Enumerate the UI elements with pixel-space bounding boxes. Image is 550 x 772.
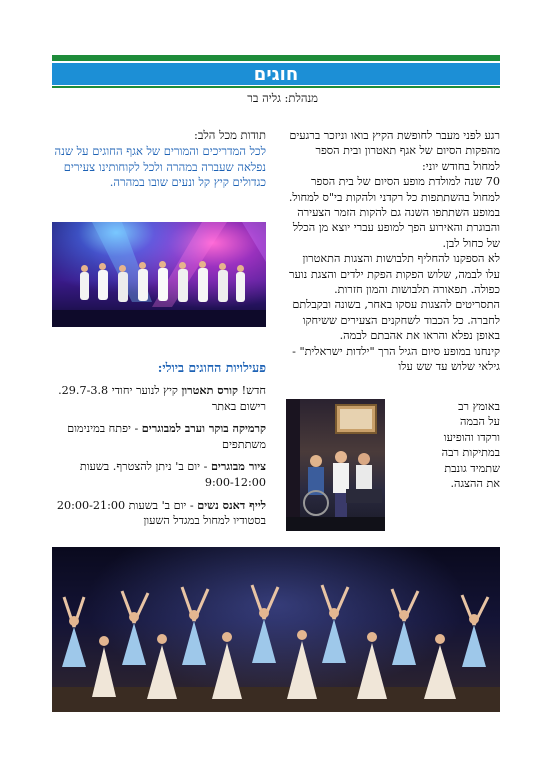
article-paragraph: 70 שנה למולדת מופע הסיום של בית הספר למחול בהשתתפות כל רקדני ולהקות בי"ס למחול. [288,175,500,204]
article-paragraph: במופע השתתפו השנה גם להקות הזמר הצעירה והבוגרת והאירוע הפך למופע עברי יוצא מן הכלל של כחול לבן. [292,206,500,250]
activity-name: קורס תאטרון [181,383,239,397]
manager-line: מנהלת: גליה בר [247,91,318,105]
thanks-text: לכל המדריכים והמורים של אגף החוגים על שנה נפלאה שעברה במהרה ולכל לקוחותינו צעירים כגדולים קיץ קל ונעים שובו במהרה. [54,143,266,190]
activity-new-tag: חדש! [241,384,266,397]
activity-details: קיץ לנוער יחודי 29.7-3.8. רישום באתר [58,384,266,413]
article-wrap-text [392,399,500,491]
wrap-line: במתיקות רבה [441,446,500,460]
activity-name: ציור מבוגרים [210,459,266,474]
activities-heading: פעילויות החוגים ביולי: [157,360,266,375]
thanks-section [52,128,266,191]
article-paragraph: התסריטים להצגות עסקו באחר, בשונה ובקבלתם לחברה. כל הכבוד לשחקנים הצעירים ששיחקו באופן נפלא והראו את אהבתם לבמה. [292,298,500,343]
activity-details: - יום ב' בשעות 20:00-21:00 בסטודיו למחול במגדל השעון [56,498,266,528]
singers-stage-photo [52,222,266,327]
article-column [286,128,500,375]
wrap-line: על הבמה [459,415,500,429]
dance-finale-photo [52,547,500,712]
activity-details: - יפתח במינימום משתתפים [67,422,266,451]
article-paragraph: לא הספקנו להחליף תלבושות והצגות התאטרון עלו לבמה, שלוש הפקות הפקת ילדים והצגת נוער כפולה. תפאורה תלבושות והמון חזרות. [288,252,500,297]
header-rule-top [52,55,500,61]
activity-details: - יום ב' ניתן להצטרף. בשעות 9:00-12:00 [79,460,266,489]
activity-item [52,383,266,414]
activity-item [52,459,266,490]
activities-list [52,383,266,536]
theater-scene-photo [286,399,385,531]
header-rule-bottom [52,86,500,88]
article-paragraph: רגע לפני מעבר לחופשת הקיץ בואו וניזכר ברגעים מהפקות הסיום של אגף תאטרון ובית הספר למחול בחודש יוני: [289,129,500,173]
wrap-line: ורקדו והופיעו [443,430,500,444]
theater-scene-graphic [286,399,385,531]
article-paragraph: קינחנו במופע סיום הגיל הרך "ילדות ישראלית" - גילאי שלוש עד שש עלו [292,344,500,374]
thanks-heading: תודות מכל הלב: [194,128,266,142]
activity-item [52,421,266,452]
wrap-line: שתמיד גונבת [444,461,500,475]
wrap-line: את ההצגה. [450,477,500,491]
wrap-line: באומץ רב [458,400,500,413]
activity-name: קרמיקה בוקר וערב למבוגרים [141,421,266,436]
section-title-bar [52,63,500,85]
dancers-graphic [52,547,500,712]
page-title: חוגים [253,63,299,85]
activity-item [52,498,266,529]
activity-name: לייף דאנס נשים [197,497,266,512]
